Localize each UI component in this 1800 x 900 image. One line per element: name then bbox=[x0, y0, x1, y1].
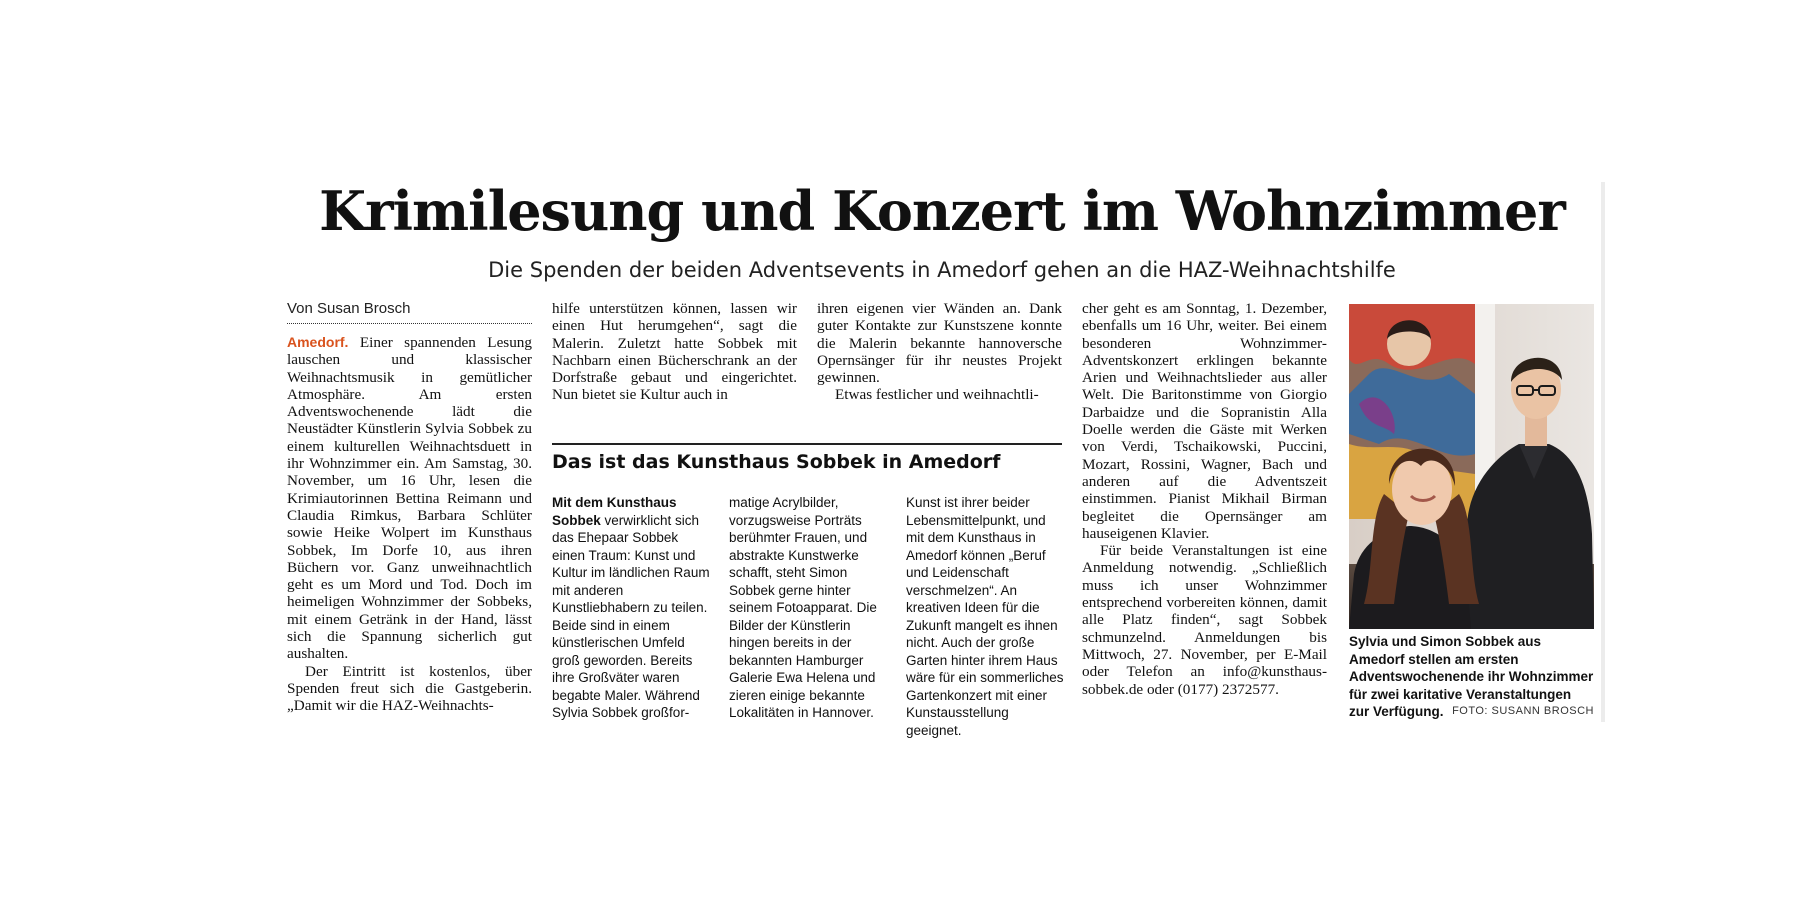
article-column-3 bbox=[817, 300, 1062, 404]
article-text-3b: Etwas festlicher und weihnachtli- bbox=[835, 386, 1039, 404]
page-edge-divider bbox=[1601, 182, 1605, 722]
article-text-4b: Für beide Veranstaltungen ist eine Anmeldung notwendig. „Schließlich muss ich unser Wohnzimmer entsprechend vorbereiten können, damit alle Platz finden“, sagt Sobbek schmunzelnd. Anmeldungen bis Mittwoch, 27. November, per E-Mail oder Telefon an info@kunsthaus-sobbek.de oder (0177) 2372577. bbox=[1082, 542, 1327, 698]
photo-sylvia-simon-sobbek bbox=[1349, 304, 1594, 629]
article-paragraph-2: Der Eintritt ist kostenlos, über Spenden freut sich die Gastgeberin. „Damit wir die HAZ-Weihnachts- bbox=[287, 662, 532, 715]
infobox-column-2: matige Acrylbilder, vorzugsweise Porträts berühmter Frauen, und abstrakte Kunstwerke schafft, steht Simon Sobbek gerne hinter seinem Fotoapparat. Die Bilder der Künstlerin hingen bereits in der bekannten Hamburger Galerie Ewa Helena und zieren einige bekannte Lokalitäten in Hannover. bbox=[729, 495, 877, 720]
photo-caption-text: Sylvia und Simon Sobbek aus Amedorf stellen am ersten Adventswochenende ihr Wohnzimmer für zwei karitative Veranstaltungen zur Verfügung. bbox=[1349, 634, 1594, 719]
article-text-3: ihren eigenen vier Wänden an. Dank guter Kontakte zur Kunstszene konnte die Malerin bekannte hannoversche Opernsänger für ihr neustes Projekt gewinnen. bbox=[817, 300, 1062, 387]
photo-caption bbox=[1349, 633, 1594, 721]
dateline: Amedorf. bbox=[287, 334, 349, 350]
infobox-rule bbox=[552, 443, 1062, 445]
infobox-lead: Mit dem Kunsthaus Sobbek bbox=[552, 495, 677, 528]
infobox-text-1: verwirklicht sich das Ehepaar Sobbek einen Traum: Kunst und Kultur im ländlichen Raum mit anderen Kunstliebhabern zu teilen. Beide sind in einem künstlerischen Umfeld groß geworden. Bereits ihre Großväter waren begabte Maler. Während Sylvia Sobbek großfor- bbox=[552, 512, 710, 720]
photo-illustration bbox=[1349, 304, 1594, 629]
infobox-column-1 bbox=[552, 494, 712, 722]
article-column-4 bbox=[1082, 300, 1327, 698]
article-column-1 bbox=[287, 334, 532, 715]
article-column-2 bbox=[552, 300, 797, 404]
headline: Krimilesung und Konzert im Wohnzimmer bbox=[319, 179, 1565, 243]
byline: Von Susan Brosch bbox=[287, 299, 532, 324]
article-text-4: cher geht es am Sonntag, 1. Dezember, ebenfalls um 16 Uhr, weiter. Bei einem besonderen Wohnzimmer-Adventskonzert erklingen bekannte Arien und Weihnachtslieder aus aller Welt. Die Baritonstimme von Giorgio Darbaidze und die Sopranistin Alla Doelle werden die Gäste mit Werken von Verdi, Tschaikowski, Puccini, Mozart, Rossini, Wagner, Bach und anderen auf die Adventszeit einstimmen. Pianist Mikhail Birman begleitet die Opernsänger am hauseigenen Klavier. bbox=[1082, 300, 1327, 542]
article-paragraph-1 bbox=[287, 334, 532, 663]
article-text-2: hilfe unterstützen können, lassen wir einen Hut herumgehen“, sagt die Malerin. Zuletzt hatte Sobbek mit Nachbarn einen Bücherschrank an der Dorfstraße gebaut und eingerichtet. Nun bietet sie Kultur auch in bbox=[552, 300, 797, 404]
infobox-title: Das ist das Kunsthaus Sobbek in Amedorf bbox=[552, 451, 1001, 473]
infobox-column-3: Kunst ist ihrer beider Lebensmittelpunkt, und mit dem Kunsthaus in Amedorf können „Beruf und Leidenschaft verschmelzen“. An kreativen Ideen für die Zukunft mangelt es ihnen nicht. Auch der große Garten hinter ihrem Haus wäre für ein sommerliches Gartenkonzert mit einer Kunstausstellung geeignet. bbox=[906, 495, 1064, 738]
photo-credit: FOTO: SUSANN BROSCH bbox=[1448, 703, 1594, 721]
subheadline: Die Spenden der beiden Adventsevents in Amedorf gehen an die HAZ-Weihnachtshilfe bbox=[488, 258, 1396, 282]
article-text-1: Einer spannenden Lesung lauschen und klassischer Weihnachtsmusik in gemütlicher Atmosphäre. Am ersten Adventswochenende lädt die Neustädter Künstlerin Sylvia Sobbek zu einem kulturellen Weihnachtsduett in ihr Wohnzimmer ein. Am Samstag, 30. November, um 16 Uhr, lesen die Krimiautorinnen Bettina Reimann und Claudia Rimkus, Barbara Schlüter sowie Heike Wolpert im Kunsthaus Sobbek, Im Dorfe 10, aus ihren Büchern vor. Ganz unweihnachtlich geht es um Mord und Tod. Doch im heimeligen Wohnzimmer der Sobbeks, mit einem Getränk in der Hand, lässt sich die Spannung sicherlich gut aushalten. bbox=[287, 334, 532, 663]
